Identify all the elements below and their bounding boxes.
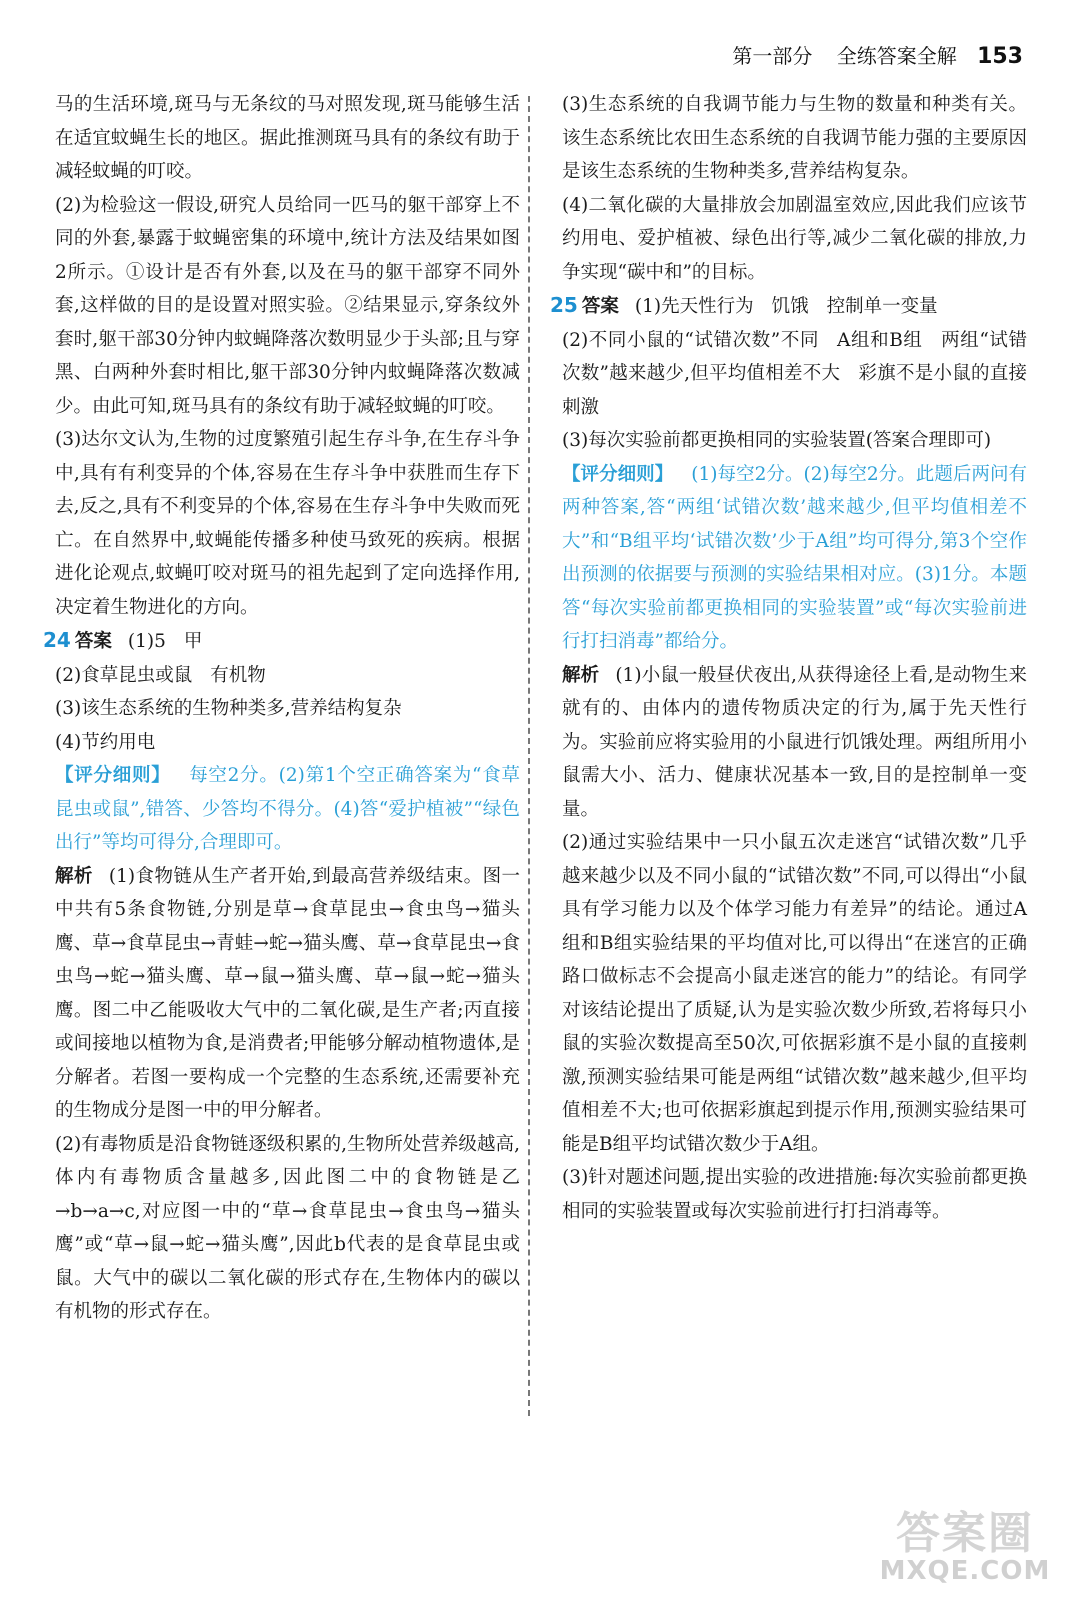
analysis-label: 解析 xyxy=(562,664,600,686)
paragraph: (2)为检验这一假设,研究人员给同一匹马的躯干部穿上不同的外套,暴露于蚊蝇密集的环境中,统计方法及结果如图2所示。①设计是否有外套,以及在马的躯干部穿不同外套,这样做的目的是设置对照实验。②结果显示,穿条纹外套时,躯干部30分钟内蚊蝇降落次数明显少于头部;且与穿黑、白两种外套时相比,躯干部30分钟内蚊蝇降落次数减少。由此可知,斑马具有的条纹有助于减轻蚊蝇的叮咬。 xyxy=(55,194,520,417)
page-number: 153 xyxy=(977,44,1023,69)
paragraph: (4)二氧化碳的大量排放会加剧温室效应,因此我们应该节约用电、爱护植被、绿色出行等,减少二氧化碳的排放,力争实现“碳中和”的目标。 xyxy=(562,194,1027,283)
left-column xyxy=(43,88,520,1329)
scoring-tag: 【评分细则】 xyxy=(55,765,171,786)
q25-answer-3: (3)每次实验前都更换相同的实验装置(答案合理即可) xyxy=(562,430,992,451)
column-divider xyxy=(528,96,530,1416)
analysis-paragraph: 解析 (1)小鼠一般昼伏夜出,从获得途径上看,是动物生来就有的、由体内的遗传物质决定的行为,属于先天性行为。实验前应将实验用的小鼠进行饥饿处理。两组所用小鼠需大小、活力、健康状况基本一致,目的是控制单一变量。 xyxy=(562,664,1027,820)
page-header xyxy=(732,40,1023,69)
analysis-paragraph: (2)通过实验结果中一只小鼠五次走迷宫“试错次数”几乎越来越少以及不同小鼠的“试错次数”不同,可以得出“小鼠具有学习能力以及个体学习能力有差异”的结论。通过A组和B组实验结果的平均值对比,可以得出“在迷宫的正确路口做标志不会提高小鼠走迷宫的能力”的结论。有同学对该结论提出了质疑,认为是实验次数少所致,若将每只小鼠的实验次数提高至50次,可依据彩旗不是小鼠的直接刺激,预测实验结果可能是两组“试错次数”越来越少,但平均值相差不大;也可依据彩旗起到提示作用,预测实验结果可能是B组平均试错次数少于A组。 xyxy=(562,832,1027,1155)
q24-answer-3: (3)该生态系统的生物种类多,营养结构复杂 xyxy=(55,698,402,719)
question-number: 25 xyxy=(550,293,578,317)
analysis-paragraph: (3)针对题述问题,提出实验的改进措施:每次实验前都更换相同的实验装置或每次实验前进行打扫消毒等。 xyxy=(562,1167,1027,1222)
q24-answer-line: 24 答案 (1)5 甲 xyxy=(43,628,203,652)
paragraph: (3)达尔文认为,生物的过度繁殖引起生存斗争,在生存斗争中,具有有利变异的个体,容易在生存斗争中获胜而生存下去,反之,具有不利变异的个体,容易在生存斗争中失败而死亡。在自然界中,蚊蝇能传播多种使马致死的疾病。根据进化论观点,蚊蝇叮咬对斑马的祖先起到了定向选择作用,决定着生物进化的方向。 xyxy=(55,429,520,618)
paragraph: 马的生活环境,斑马与无条纹的马对照发现,斑马能够生活在适宜蚊蝇生长的地区。据此推测斑马具有的条纹有助于减轻蚊蝇的叮咬。 xyxy=(55,94,520,182)
paragraph: (3)生态系统的自我调节能力与生物的数量和种类有关。该生态系统比农田生态系统的自我调节能力强的主要原因是该生态系统的生物种类多,营养结构复杂。 xyxy=(562,94,1027,182)
scoring-note: 【评分细则】 每空2分。(2)第1个空正确答案为“食草昆虫或鼠”,错答、少答均不得分。(4)答“爱护植被”“绿色出行”等均可得分,合理即可。 xyxy=(55,765,520,853)
q25-answer-2: (2)不同小鼠的“试错次数”不同 A组和B组 两组“试错次数”越来越少,但平均值相差不大 彩旗不是小鼠的直接刺激 xyxy=(562,329,1027,418)
scoring-note: 【评分细则】 (1)每空2分。(2)每空2分。此题后两问有两种答案,答“两组‘试错次数’越来越少,但平均值相差不大”和“B组平均‘试错次数’少于A组”均可得分,第3个空作出预测的依据要与预测的实验结果相对应。(3)1分。本题答“每次实验前都更换相同的实验装置”或“每次实验前进行打扫消毒”都给分。 xyxy=(562,463,1027,652)
q25-answer-line: 25 答案 (1)先天性行为 饥饿 控制单一变量 xyxy=(550,293,938,317)
question-number: 24 xyxy=(43,628,71,652)
answer-label: 答案 xyxy=(581,296,619,317)
watermark-url: MXQE.COM xyxy=(879,1555,1051,1586)
q24-answer-4: (4)节约用电 xyxy=(55,731,156,753)
answer-label: 答案 xyxy=(74,631,112,652)
analysis-label: 解析 xyxy=(55,865,93,887)
analysis-paragraph: 解析 (1)食物链从生产者开始,到最高营养级结束。图一中共有5条食物链,分别是草→食草昆虫→食虫鸟→猫头鹰、草→食草昆虫→青蛙→蛇→猫头鹰、草→食草昆虫→食虫鸟→蛇→猫头鹰、草→鼠→猫头鹰、草→鼠→蛇→猫头鹰。图二中乙能吸收大气中的二氧化碳,是生产者;丙直接或间接地以植物为食,是消费者;甲能够分解动植物遗体,是分解者。若图一要构成一个完整的生态系统,还需要补充的生物成分是图一中的甲分解者。 xyxy=(55,865,520,1121)
q24-answer-2: (2)食草昆虫或鼠 有机物 xyxy=(55,664,266,686)
book-title: 全练答案全解 xyxy=(836,44,957,68)
right-column xyxy=(550,88,1027,1228)
watermark-logo xyxy=(870,1505,1060,1590)
watermark-text: 答案圈 xyxy=(896,1507,1034,1559)
analysis-paragraph: (2)有毒物质是沿食物链逐级积累的,生物所处营养级越高,体内有毒物质含量越多,因此图二中的食物链是乙→b→a→c,对应图一中的“草→食草昆虫→食虫鸟→猫头鹰”或“草→鼠→蛇→猫头鹰”,因此b代表的是食草昆虫或鼠。大气中的碳以二氧化碳的形式存在,生物体内的碳以有机物的形式存在。 xyxy=(55,1133,520,1322)
scoring-tag: 【评分细则】 xyxy=(562,463,674,485)
section-label: 第一部分 xyxy=(732,44,813,68)
